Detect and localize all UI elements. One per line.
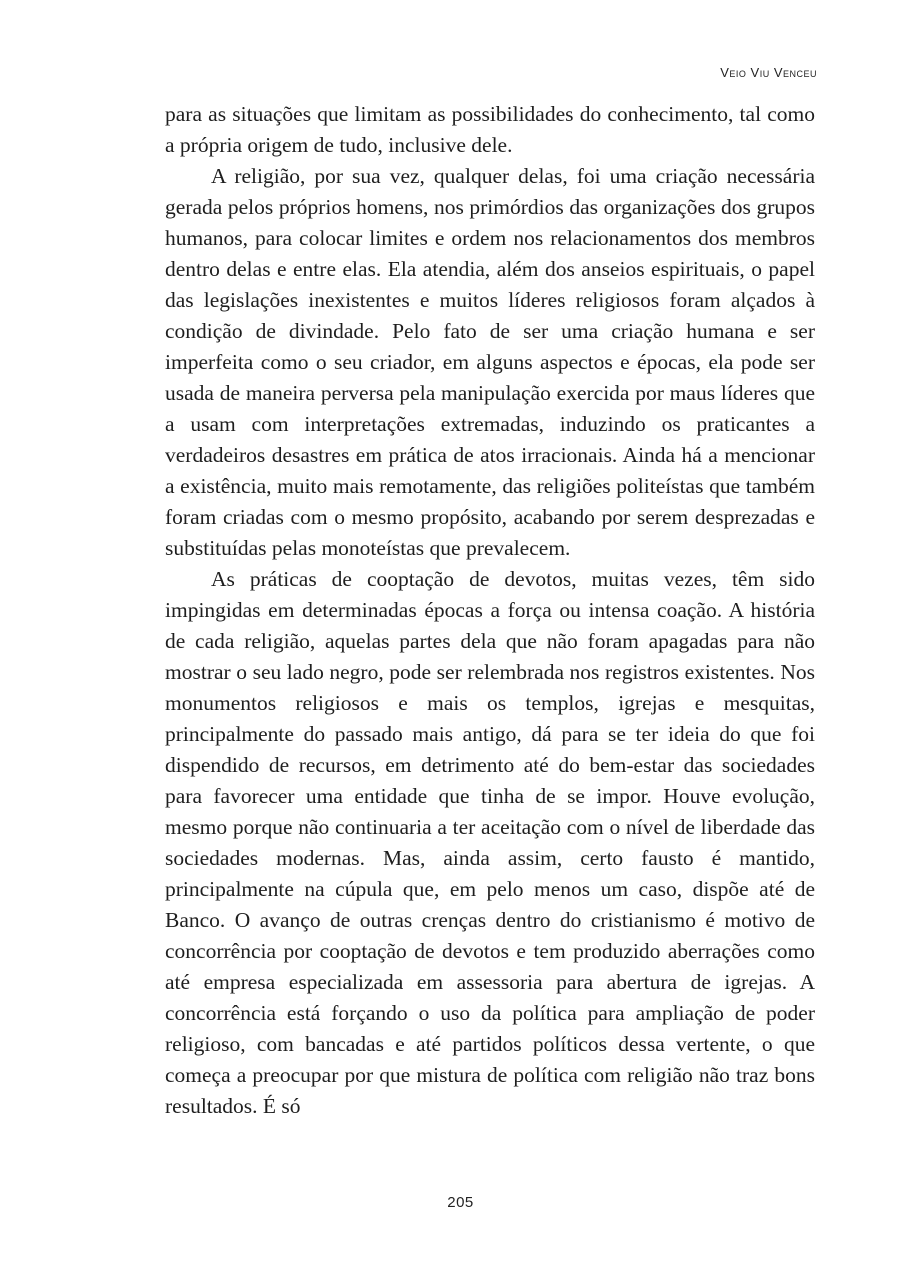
paragraph-cooptation-practices: As práticas de cooptação de devotos, muitas vezes, têm sido impingidas em determinadas épocas a força ou intensa coação. A história de cada religião, aquelas partes dela que não foram apagadas para não mostrar o seu lado negro, pode ser relembrada nos registros existentes. Nos monumentos religiosos e mais os templos, igrejas e mesquitas, principalmente do passado mais antigo, dá para se ter ideia do que foi dispendido de recursos, em detrimento até do bem-estar das sociedades para favorecer uma entidade que tinha de se impor. Houve evolução, mesmo porque não continuaria a ter aceitação com o nível de liberdade das sociedades modernas. Mas, ainda assim, certo fausto é mantido, principalmente na cúpula que, em pelo menos um caso, dispõe até de Banco. O avanço de outras crenças dentro do cristianismo é motivo de concorrência por cooptação de devotos e tem produzido aberrações como até empresa especializada em assessoria para abertura de igrejas. A concorrência está forçando o uso da política para ampliação de poder religioso, com bancadas e até partidos políticos dessa vertente, o que começa a preocupar por que mistura de política com religião não traz bons resultados. É só	[165, 567, 815, 1118]
page-body	[165, 99, 815, 1122]
paragraph-religion-origin: A religião, por sua vez, qualquer delas, foi uma criação necessária gerada pelos próprios homens, nos primórdios das organizações dos grupos humanos, para colocar limites e ordem nos relacionamentos dos membros dentro delas e entre elas. Ela atendia, além dos anseios espirituais, o papel das legislações inexistentes e muitos líderes religiosos foram alçados à condição de divindade. Pelo fato de ser uma criação humana e ser imperfeita como o seu criador, em alguns aspectos e épocas, ela pode ser usada de maneira perversa pela manipulação exercida por maus líderes que a usam com interpretações extremadas, induzindo os praticantes a verdadeiros desastres em prática de atos irracionais. Ainda há a mencionar a existência, muito mais remotamente, das religiões politeístas que também foram criadas com o mesmo propósito, acabando por serem desprezadas e substituídas pelas monoteístas que prevalecem.	[165, 164, 815, 560]
page-number: 205	[447, 1194, 474, 1211]
paragraph-continuation: para as situações que limitam as possibilidades do conhecimento, tal como a própria origem de tudo, inclusive dele.	[165, 102, 815, 157]
running-header-title: Veio Viu Venceu	[720, 65, 817, 80]
